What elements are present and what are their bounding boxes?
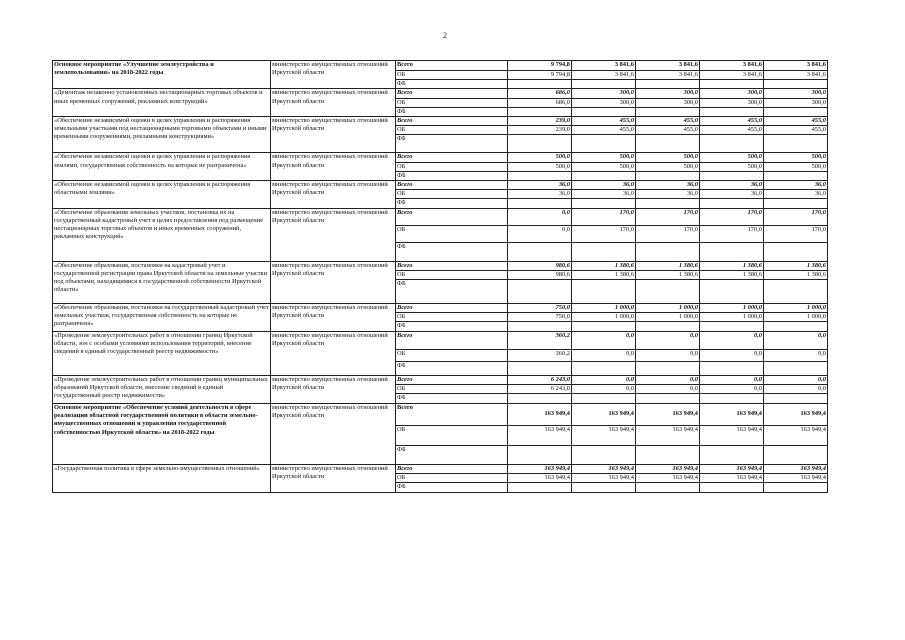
year-value [508,80,572,89]
year-value: 455,0 [700,117,764,126]
year-value: 163 949,4 [764,404,828,426]
table-row [53,208,828,225]
year-value: 163 949,4 [636,404,700,426]
funding-source: Всего [396,261,508,270]
year-value [572,322,636,331]
funding-source: ФБ [396,199,508,208]
year-value [636,280,700,304]
activity-name: «Проведение землеустроительных работ в отношении границ муниципальных образований Иркутской области, внесение сведений в единый государственный реестр недвижимости» [53,375,271,403]
year-value: 0,0 [700,384,764,393]
year-value: 0,0 [508,225,572,242]
funding-source: ОБ [396,225,508,242]
year-value: 163 949,4 [636,426,700,446]
year-value [508,446,572,465]
year-value [572,171,636,180]
funding-source: Всего [396,181,508,190]
year-value [508,171,572,180]
year-value: 163 949,4 [508,426,572,446]
funding-source: ФБ [396,242,508,261]
year-value [764,322,828,331]
year-value [764,446,828,465]
year-value: 0,0 [700,349,764,361]
year-value: 686,0 [508,89,572,98]
year-value: 170,0 [572,225,636,242]
page-number: 2 [443,31,447,40]
year-value: 163 949,4 [572,404,636,426]
year-value: 500,0 [508,153,572,162]
year-value [508,361,572,375]
year-value: 360,2 [508,349,572,361]
table-body [53,61,828,493]
funding-source: ФБ [396,80,508,89]
year-value [572,199,636,208]
year-value [572,394,636,404]
year-value [572,280,636,304]
year-value: 170,0 [700,208,764,225]
year-value [636,135,700,153]
year-value [700,171,764,180]
year-value [508,394,572,404]
funding-source: ФБ [396,361,508,375]
funding-source: ОБ [396,349,508,361]
year-value [572,361,636,375]
table-row [53,117,828,126]
year-value: 36,0 [764,181,828,190]
year-value: 750,0 [508,304,572,313]
year-value: 36,0 [700,190,764,199]
year-value [764,280,828,304]
year-value [508,135,572,153]
activity-name: Основное мероприятие «Улучшение землеустройства и землепользования» на 2018-2022 годы [53,61,271,89]
year-value: 0,0 [572,375,636,384]
year-value: 163 949,4 [700,465,764,474]
year-value [636,446,700,465]
year-value: 455,0 [700,126,764,135]
responsible-executor: министерство имущественных отношений Иркутской области [271,89,396,117]
table-row [53,331,828,349]
funding-source: Всего [396,153,508,162]
year-value: 163 949,4 [700,426,764,446]
year-value [508,199,572,208]
year-value: 1 000,0 [636,304,700,313]
year-value: 170,0 [700,225,764,242]
year-value: 500,0 [636,162,700,171]
year-value: 1 000,0 [572,304,636,313]
responsible-executor: министерство имущественных отношений Иркутской области [271,153,396,181]
funding-source: Всего [396,208,508,225]
year-value: 1 380,6 [636,270,700,279]
responsible-executor: министерство имущественных отношений Иркутской области [271,261,396,303]
year-value [572,135,636,153]
year-value: 9 794,8 [508,61,572,71]
year-value: 500,0 [572,162,636,171]
year-value: 1 380,6 [700,270,764,279]
table-row [53,261,828,270]
funding-source: Всего [396,61,508,71]
year-value [764,483,828,492]
year-value: 163 949,4 [636,474,700,483]
year-value: 163 949,4 [764,465,828,474]
year-value: 0,0 [764,375,828,384]
year-value: 36,0 [700,181,764,190]
year-value [700,322,764,331]
funding-source: Всего [396,89,508,98]
year-value: 3 841,6 [700,61,764,71]
year-value: 163 949,4 [764,426,828,446]
year-value [764,361,828,375]
year-value [764,242,828,261]
year-value [572,107,636,116]
year-value: 500,0 [764,162,828,171]
year-value: 300,0 [636,89,700,98]
year-value: 0,0 [764,331,828,349]
year-value: 36,0 [508,190,572,199]
year-value: 0,0 [636,375,700,384]
year-value [764,394,828,404]
year-value: 1 000,0 [764,304,828,313]
table-row [53,181,828,190]
year-value: 980,6 [508,270,572,279]
responsible-executor: министерство имущественных отношений Иркутской области [271,331,396,375]
activity-name: «Государственная политика в сфере земельно-имущественных отношений» [53,465,271,493]
funding-source: ОБ [396,162,508,171]
year-value: 239,0 [508,117,572,126]
year-value [572,483,636,492]
year-value: 163 949,4 [508,465,572,474]
year-value: 3 841,6 [636,71,700,80]
year-value: 239,0 [508,126,572,135]
year-value: 170,0 [572,208,636,225]
activity-name: «Обеспечение независимой оценки в целях управления и распоряжения земельными участками под нестационарными торговыми объектами и иными временными сооружениями, рекламными конструкциями» [53,117,271,153]
year-value: 455,0 [764,126,828,135]
year-value [700,135,764,153]
year-value: 300,0 [700,89,764,98]
year-value: 500,0 [764,153,828,162]
year-value [508,483,572,492]
year-value [700,107,764,116]
year-value: 36,0 [764,190,828,199]
year-value [508,280,572,304]
year-value: 300,0 [764,98,828,107]
year-value [764,107,828,116]
year-value: 455,0 [572,117,636,126]
activity-name: «Демонтаж незаконно установленных нестационарных торговых объектов и иных временных сооружений, рекламных конструкций» [53,89,271,117]
table-row [53,89,828,98]
activity-name: «Обеспечение независимой оценки в целях управления и распоряжения землями, государственная собственность на которые не разграничена» [53,153,271,181]
year-value: 1 380,6 [572,270,636,279]
financing-table [52,60,828,493]
table-row [53,153,828,162]
year-value: 1 000,0 [636,313,700,322]
year-value: 36,0 [636,190,700,199]
year-value: 3 841,6 [636,61,700,71]
year-value: 686,0 [508,98,572,107]
year-value [764,80,828,89]
year-value [700,483,764,492]
table-row [53,304,828,313]
year-value: 0,0 [508,208,572,225]
table-row [53,465,828,474]
year-value [636,171,700,180]
year-value: 36,0 [508,181,572,190]
funding-source: ФБ [396,322,508,331]
year-value [508,242,572,261]
year-value [572,242,636,261]
year-value: 170,0 [764,225,828,242]
responsible-executor: министерство имущественных отношений Иркутской области [271,117,396,153]
year-value: 1 380,6 [764,270,828,279]
funding-source: ФБ [396,394,508,404]
year-value: 3 841,6 [572,61,636,71]
activity-name: «Обеспечение образования земельных участков, постановка их на государственный кадастровый учет в целях предоставления под размещение нестационарных торговых объектов и иных временных сооружений, рекламных конструкций» [53,208,271,261]
funding-source: Всего [396,304,508,313]
year-value [636,107,700,116]
funding-source: Всего [396,404,508,426]
year-value: 9 794,8 [508,71,572,80]
funding-source: ФБ [396,446,508,465]
year-value [764,199,828,208]
year-value: 300,0 [636,98,700,107]
year-value [508,322,572,331]
funding-source: ОБ [396,474,508,483]
activity-name: Основное мероприятие «Обеспечение условий деятельности в сфере реализации областной государственной политики в области земельно-имущественных отношений и управления государственной собственностью Иркутской области» на 2018-2022 годы [53,404,271,465]
year-value: 3 841,6 [764,61,828,71]
year-value: 1 000,0 [700,313,764,322]
year-value: 500,0 [700,162,764,171]
year-value: 300,0 [700,98,764,107]
year-value: 1 380,6 [764,261,828,270]
year-value: 1 000,0 [764,313,828,322]
year-value: 36,0 [636,181,700,190]
activity-name: «Проведение землеустроительных работ в отношении границ Иркутской области, зон с особыми условиями использования территорий, внесение сведений в единый государственный реестр недвижимости» [53,331,271,375]
funding-source: ФБ [396,171,508,180]
year-value: 0,0 [764,349,828,361]
responsible-executor: министерство имущественных отношений Иркутской области [271,61,396,89]
funding-source: ОБ [396,384,508,393]
year-value: 0,0 [764,384,828,393]
year-value [636,199,700,208]
year-value: 300,0 [572,89,636,98]
funding-source: ОБ [396,190,508,199]
year-value [700,361,764,375]
year-value: 455,0 [764,117,828,126]
year-value [700,446,764,465]
year-value: 3 841,6 [764,71,828,80]
year-value: 3 841,6 [572,71,636,80]
year-value: 980,6 [508,261,572,270]
funding-source: ФБ [396,483,508,492]
year-value: 163 949,4 [572,474,636,483]
year-value: 0,0 [572,384,636,393]
year-value: 6 243,0 [508,384,572,393]
year-value: 455,0 [572,126,636,135]
year-value [572,80,636,89]
year-value [636,80,700,89]
year-value [572,446,636,465]
year-value: 163 949,4 [572,465,636,474]
responsible-executor: министерство имущественных отношений Иркутской области [271,304,396,332]
year-value: 500,0 [572,153,636,162]
funding-source: ФБ [396,280,508,304]
year-value: 0,0 [636,349,700,361]
year-value: 1 380,6 [700,261,764,270]
year-value: 500,0 [636,153,700,162]
year-value: 500,0 [508,162,572,171]
activity-name: «Обеспечение независимой оценки в целях управления и распоряжения областными землями» [53,181,271,209]
year-value: 163 949,4 [700,474,764,483]
year-value: 170,0 [636,225,700,242]
year-value [636,361,700,375]
table-row [53,375,828,384]
year-value: 163 949,4 [508,474,572,483]
year-value: 1 000,0 [700,304,764,313]
year-value: 750,0 [508,313,572,322]
year-value: 360,2 [508,331,572,349]
year-value [700,394,764,404]
year-value: 0,0 [636,331,700,349]
year-value: 163 949,4 [636,465,700,474]
funding-source: Всего [396,465,508,474]
year-value: 163 949,4 [572,426,636,446]
year-value [764,135,828,153]
year-value [700,80,764,89]
table-row [53,404,828,426]
year-value [636,483,700,492]
year-value: 0,0 [636,384,700,393]
year-value: 1 380,6 [572,261,636,270]
responsible-executor: министерство имущественных отношений Иркутской области [271,465,396,493]
funding-source: ОБ [396,98,508,107]
year-value: 300,0 [572,98,636,107]
year-value: 6 243,0 [508,375,572,384]
year-value: 500,0 [700,153,764,162]
responsible-executor: министерство имущественных отношений Иркутской области [271,208,396,261]
responsible-executor: министерство имущественных отношений Иркутской области [271,375,396,403]
funding-source: ОБ [396,270,508,279]
year-value: 163 949,4 [764,474,828,483]
funding-source: ФБ [396,135,508,153]
table-row [53,61,828,71]
year-value [764,171,828,180]
funding-source: Всего [396,331,508,349]
year-value: 163 949,4 [700,404,764,426]
year-value: 455,0 [636,126,700,135]
year-value: 3 841,6 [700,71,764,80]
year-value: 170,0 [636,208,700,225]
year-value: 0,0 [700,375,764,384]
year-value: 455,0 [636,117,700,126]
funding-source: ОБ [396,313,508,322]
year-value [636,322,700,331]
year-value: 170,0 [764,208,828,225]
year-value: 1 380,6 [636,261,700,270]
responsible-executor: министерство имущественных отношений Иркутской области [271,181,396,209]
year-value: 1 000,0 [572,313,636,322]
year-value [508,107,572,116]
funding-source: Всего [396,375,508,384]
year-value: 0,0 [572,331,636,349]
year-value [700,242,764,261]
year-value: 163 949,4 [508,404,572,426]
year-value: 0,0 [700,331,764,349]
funding-source: ФБ [396,107,508,116]
activity-name: «Обеспечение образования, постановки на кадастровый учет и государственной регистрации права Иркутской области на земельные участки под объектами, находящимися в государственной собственности Иркутской области» [53,261,271,303]
funding-source: ОБ [396,71,508,80]
year-value: 300,0 [764,89,828,98]
activity-name: «Обеспечение образования, постановки на государственный кадастровый учет земельных участков, государственная собственность на которые не разграничена» [53,304,271,332]
year-value: 0,0 [572,349,636,361]
year-value [636,394,700,404]
year-value [700,280,764,304]
year-value [636,242,700,261]
funding-source: ОБ [396,426,508,446]
funding-source: Всего [396,117,508,126]
year-value: 36,0 [572,181,636,190]
responsible-executor: министерство имущественных отношений Иркутской области [271,404,396,465]
year-value: 36,0 [572,190,636,199]
year-value [700,199,764,208]
funding-source: ОБ [396,126,508,135]
